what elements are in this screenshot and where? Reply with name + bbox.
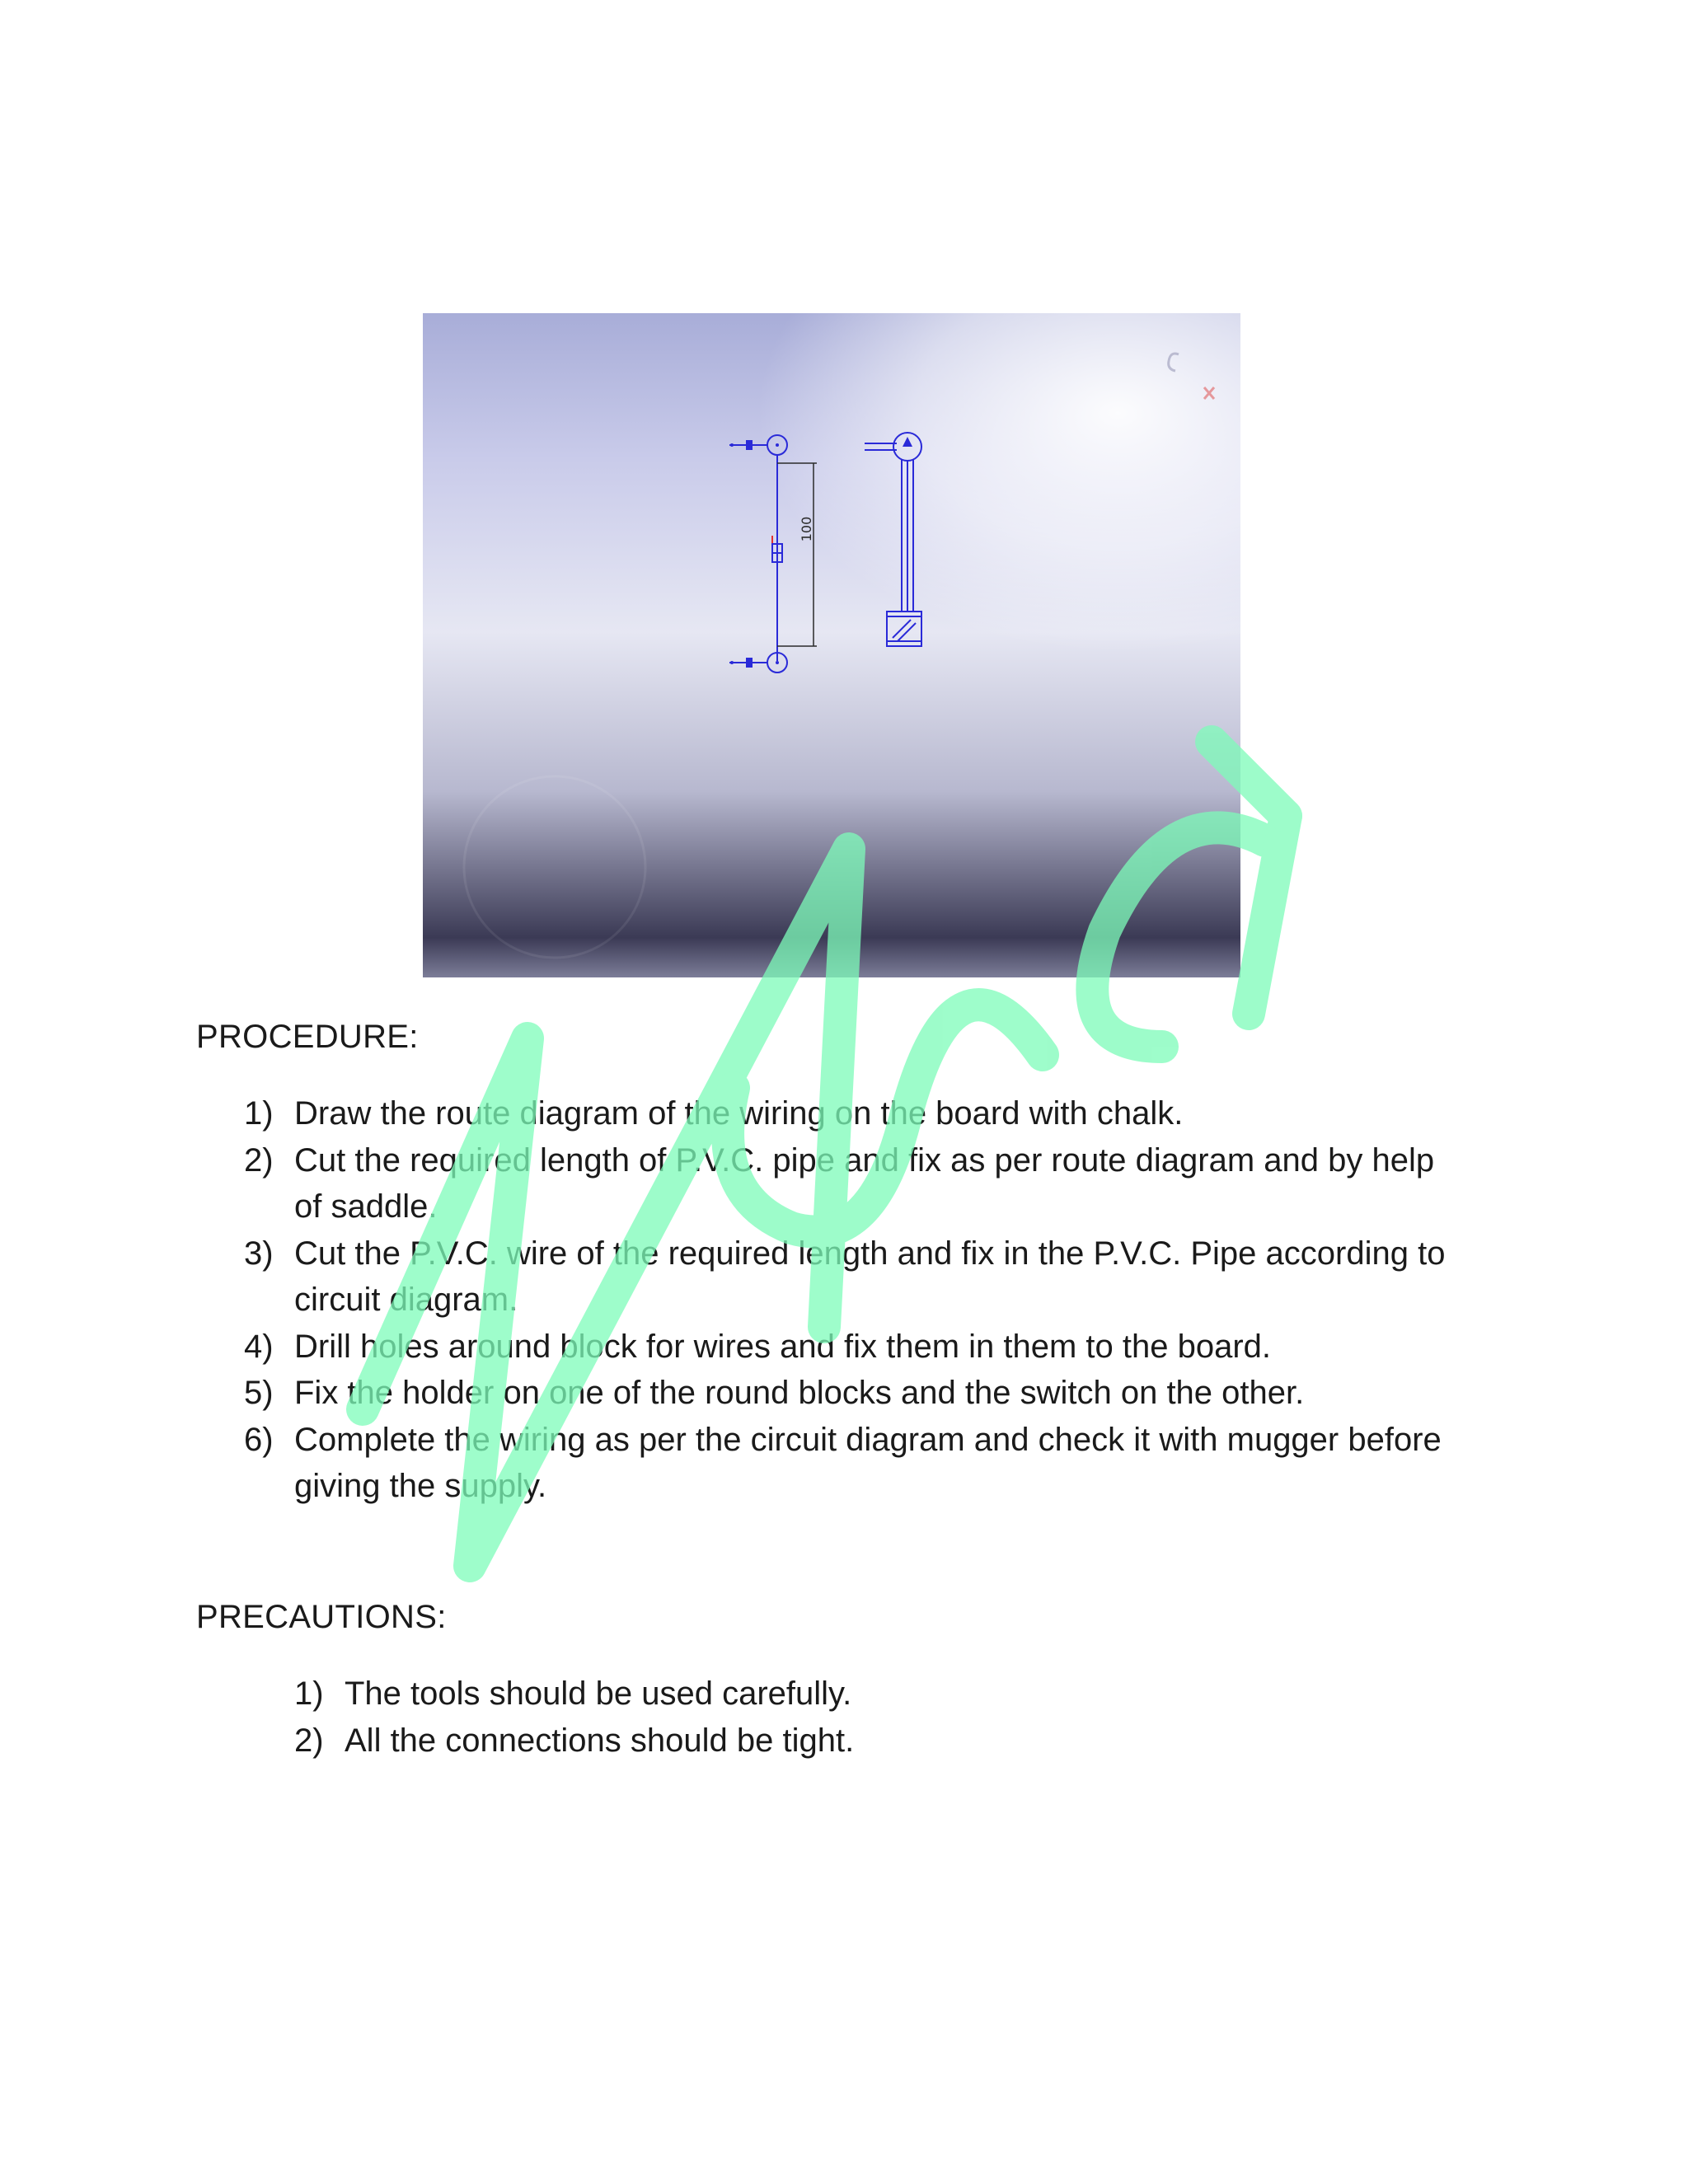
step-number: 4): [244, 1328, 274, 1365]
procedure-step: [244, 1090, 1447, 1137]
top-round-block: [729, 435, 787, 455]
cad-screenshot-figure: [423, 313, 1240, 977]
cad-sketch: [423, 313, 1240, 977]
step-text: The tools should be used carefully.: [345, 1675, 852, 1712]
dimension-label: 100: [799, 516, 814, 542]
cad-close-icon: [1169, 354, 1214, 399]
procedure-step: [244, 1417, 1447, 1510]
precaution-step: [294, 1718, 1366, 1765]
step-number: 1): [294, 1675, 324, 1712]
bottom-round-block: [729, 653, 787, 673]
side-view-assembly: [865, 433, 921, 646]
step-text: Drill holes around block for wires and fix them in them to the board.: [294, 1328, 1272, 1365]
procedure-heading: PROCEDURE:: [196, 1019, 419, 1055]
step-text: Cut the required length of P.V.C. pipe and fix as per route diagram and by help of saddle.: [294, 1141, 1435, 1225]
step-text: Cut the P.V.C. wire of the required length and fix in the P.V.C. Pipe according to circuit diagram.: [294, 1235, 1446, 1318]
step-text: Draw the route diagram of the wiring on the board with chalk.: [294, 1095, 1184, 1132]
step-number: 6): [244, 1421, 274, 1458]
step-number: 1): [244, 1095, 274, 1132]
dimension-annotation: [777, 463, 817, 646]
precautions-heading: PRECAUTIONS:: [196, 1599, 447, 1635]
procedure-step: [244, 1230, 1447, 1324]
procedure-step: [244, 1137, 1447, 1230]
step-number: 3): [244, 1235, 274, 1272]
procedure-list: [244, 1090, 1447, 1510]
step-number: 2): [244, 1141, 274, 1179]
step-text: All the connections should be tight.: [345, 1722, 855, 1759]
step-number: 5): [244, 1375, 274, 1411]
procedure-step: [244, 1370, 1447, 1417]
step-number: 2): [294, 1722, 324, 1759]
precaution-step: [294, 1671, 1366, 1718]
step-text: Fix the holder on one of the round blocks and the switch on the other.: [294, 1375, 1305, 1411]
precautions-list: [294, 1671, 1366, 1764]
procedure-step: [244, 1324, 1447, 1371]
lens-flare: [464, 776, 645, 958]
step-text: Complete the wiring as per the circuit diagram and check it with mugger before giving the supply.: [294, 1421, 1442, 1504]
